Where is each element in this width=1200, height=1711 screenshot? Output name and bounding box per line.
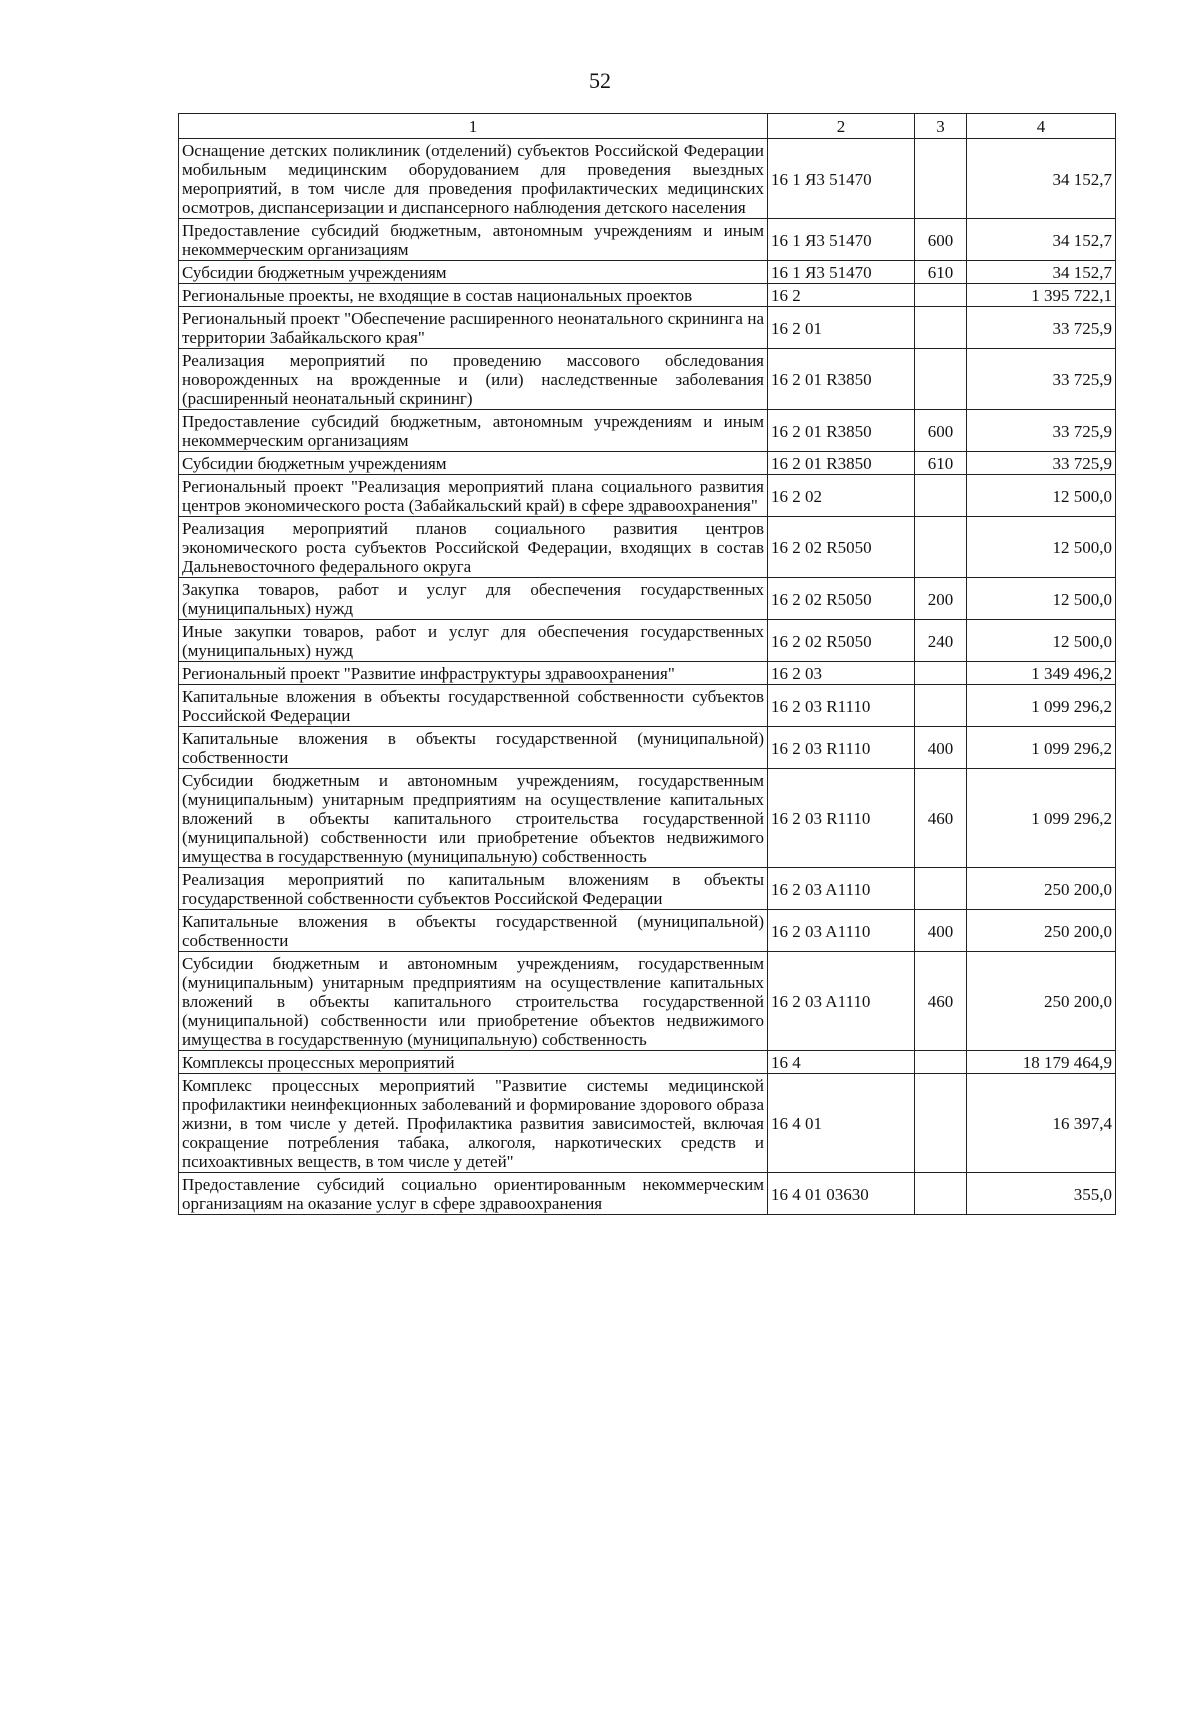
row-type-cell	[915, 349, 967, 410]
row-amount-cell: 34 152,7	[967, 261, 1116, 284]
row-name-cell: Реализация мероприятий по проведению массового обследования новорожденных на врожденные и (или) наследственные заболевания (расширенный неонатальный скрининг)	[179, 349, 768, 410]
row-amount-cell: 34 152,7	[967, 139, 1116, 219]
row-amount-cell: 12 500,0	[967, 475, 1116, 517]
row-code-cell: 16 1 Я3 51470	[768, 219, 915, 261]
header-col-4: 4	[967, 114, 1116, 139]
row-code-cell: 16 2 02 R5050	[768, 620, 915, 662]
row-amount-cell: 12 500,0	[967, 578, 1116, 620]
table-row	[179, 1173, 1116, 1215]
row-amount-cell: 33 725,9	[967, 349, 1116, 410]
table-row	[179, 410, 1116, 452]
row-code-cell: 16 2 03 R1110	[768, 685, 915, 727]
header-col-2: 2	[768, 114, 915, 139]
table-row	[179, 685, 1116, 727]
row-type-cell: 460	[915, 769, 967, 868]
row-amount-cell: 16 397,4	[967, 1074, 1116, 1173]
table-row	[179, 219, 1116, 261]
row-code-cell: 16 2 03 R1110	[768, 769, 915, 868]
row-amount-cell: 1 395 722,1	[967, 284, 1116, 307]
table-row	[179, 662, 1116, 685]
row-code-cell: 16 2 01 R3850	[768, 410, 915, 452]
row-name-cell: Закупка товаров, работ и услуг для обеспечения государственных (муниципальных) нужд	[179, 578, 768, 620]
row-type-cell: 610	[915, 452, 967, 475]
row-code-cell: 16 4 01 03630	[768, 1173, 915, 1215]
table-row	[179, 261, 1116, 284]
row-amount-cell: 250 200,0	[967, 868, 1116, 910]
row-type-cell	[915, 662, 967, 685]
row-name-cell: Предоставление субсидий бюджетным, автономным учреждениям и иным некоммерческим организациям	[179, 219, 768, 261]
row-type-cell: 400	[915, 910, 967, 952]
row-name-cell: Региональный проект "Развитие инфраструктуры здравоохранения"	[179, 662, 768, 685]
row-code-cell: 16 2 02 R5050	[768, 517, 915, 578]
row-amount-cell: 1 099 296,2	[967, 727, 1116, 769]
row-code-cell: 16 4	[768, 1051, 915, 1074]
row-code-cell: 16 2 03 A1110	[768, 868, 915, 910]
row-amount-cell: 12 500,0	[967, 620, 1116, 662]
table-row	[179, 139, 1116, 219]
row-type-cell: 600	[915, 219, 967, 261]
row-type-cell	[915, 868, 967, 910]
row-amount-cell: 34 152,7	[967, 219, 1116, 261]
row-name-cell: Реализация мероприятий планов социального развития центров экономического роста субъектов Российской Федерации, входящих в состав Дальневосточного федерального округа	[179, 517, 768, 578]
row-name-cell: Региональный проект "Обеспечение расширенного неонатального скрининга на территории Забайкальского края"	[179, 307, 768, 349]
table-row	[179, 1051, 1116, 1074]
row-amount-cell: 355,0	[967, 1173, 1116, 1215]
row-name-cell: Иные закупки товаров, работ и услуг для обеспечения государственных (муниципальных) нужд	[179, 620, 768, 662]
row-code-cell: 16 2 02 R5050	[768, 578, 915, 620]
row-code-cell: 16 1 Я3 51470	[768, 261, 915, 284]
row-type-cell	[915, 1074, 967, 1173]
row-code-cell: 16 1 Я3 51470	[768, 139, 915, 219]
row-type-cell	[915, 1173, 967, 1215]
row-name-cell: Реализация мероприятий по капитальным вложениям в объекты государственной собственности субъектов Российской Федерации	[179, 868, 768, 910]
row-type-cell: 240	[915, 620, 967, 662]
row-code-cell: 16 2 01 R3850	[768, 349, 915, 410]
table-row	[179, 727, 1116, 769]
row-code-cell: 16 2 03 A1110	[768, 910, 915, 952]
row-amount-cell: 33 725,9	[967, 452, 1116, 475]
row-code-cell: 16 2 02	[768, 475, 915, 517]
table-row	[179, 517, 1116, 578]
row-type-cell	[915, 307, 967, 349]
table-row	[179, 868, 1116, 910]
row-type-cell	[915, 685, 967, 727]
table-header-row	[179, 114, 1116, 139]
table-row	[179, 307, 1116, 349]
row-amount-cell: 18 179 464,9	[967, 1051, 1116, 1074]
table-row	[179, 284, 1116, 307]
table-row	[179, 578, 1116, 620]
table-row	[179, 1074, 1116, 1173]
row-name-cell: Региональный проект "Реализация мероприятий плана социального развития центров экономического роста (Забайкальский край) в сфере здравоохранения"	[179, 475, 768, 517]
row-type-cell	[915, 139, 967, 219]
table-row	[179, 452, 1116, 475]
table-row	[179, 910, 1116, 952]
row-name-cell: Предоставление субсидий социально ориентированным некоммерческим организациям на оказание услуг в сфере здравоохранения	[179, 1173, 768, 1215]
header-col-1: 1	[179, 114, 768, 139]
page-number: 52	[589, 68, 611, 93]
row-amount-cell: 250 200,0	[967, 952, 1116, 1051]
row-amount-cell: 1 099 296,2	[967, 685, 1116, 727]
table-row	[179, 349, 1116, 410]
row-type-cell: 610	[915, 261, 967, 284]
row-type-cell: 460	[915, 952, 967, 1051]
row-type-cell: 600	[915, 410, 967, 452]
row-name-cell: Комплексы процессных мероприятий	[179, 1051, 768, 1074]
row-type-cell	[915, 284, 967, 307]
row-code-cell: 16 2 01	[768, 307, 915, 349]
row-type-cell: 400	[915, 727, 967, 769]
row-type-cell	[915, 517, 967, 578]
row-code-cell: 16 4 01	[768, 1074, 915, 1173]
row-name-cell: Комплекс процессных мероприятий "Развитие системы медицинской профилактики неинфекционных заболеваний и формирование здорового образа жизни, в том числе у детей. Профилактика развития зависимостей, включая сокращение потребления табака, алкоголя, наркотических средств и психоактивных веществ, в том числе у детей"	[179, 1074, 768, 1173]
row-amount-cell: 33 725,9	[967, 307, 1116, 349]
table-row	[179, 769, 1116, 868]
row-name-cell: Капитальные вложения в объекты государственной собственности субъектов Российской Федерации	[179, 685, 768, 727]
row-name-cell: Субсидии бюджетным учреждениям	[179, 452, 768, 475]
table-row	[179, 952, 1116, 1051]
budget-table	[178, 113, 1116, 1215]
row-code-cell: 16 2 03	[768, 662, 915, 685]
table-body	[179, 139, 1116, 1215]
row-amount-cell: 1 099 296,2	[967, 769, 1116, 868]
row-code-cell: 16 2	[768, 284, 915, 307]
row-name-cell: Капитальные вложения в объекты государственной (муниципальной) собственности	[179, 727, 768, 769]
row-code-cell: 16 2 01 R3850	[768, 452, 915, 475]
row-amount-cell: 250 200,0	[967, 910, 1116, 952]
row-name-cell: Оснащение детских поликлиник (отделений) субъектов Российской Федерации мобильным медицинским оборудованием для проведения выездных мероприятий, в том числе для проведения профилактических медицинских осмотров, диспансеризации и диспансерного наблюдения детского населения	[179, 139, 768, 219]
row-amount-cell: 1 349 496,2	[967, 662, 1116, 685]
row-name-cell: Субсидии бюджетным и автономным учреждениям, государственным (муниципальным) унитарным предприятиям на осуществление капитальных вложений в объекты капитального строительства государственной (муниципальной) собственности или приобретение объектов недвижимого имущества в государственную (муниципальную) собственность	[179, 952, 768, 1051]
row-name-cell: Региональные проекты, не входящие в состав национальных проектов	[179, 284, 768, 307]
row-amount-cell: 33 725,9	[967, 410, 1116, 452]
row-amount-cell: 12 500,0	[967, 517, 1116, 578]
table-row	[179, 620, 1116, 662]
row-code-cell: 16 2 03 A1110	[768, 952, 915, 1051]
row-type-cell	[915, 1051, 967, 1074]
row-type-cell: 200	[915, 578, 967, 620]
row-name-cell: Капитальные вложения в объекты государственной (муниципальной) собственности	[179, 910, 768, 952]
row-name-cell: Субсидии бюджетным учреждениям	[179, 261, 768, 284]
table-row	[179, 475, 1116, 517]
row-type-cell	[915, 475, 967, 517]
row-name-cell: Субсидии бюджетным и автономным учреждениям, государственным (муниципальным) унитарным предприятиям на осуществление капитальных вложений в объекты капитального строительства государственной (муниципальной) собственности или приобретение объектов недвижимого имущества в государственную (муниципальную) собственность	[179, 769, 768, 868]
row-name-cell: Предоставление субсидий бюджетным, автономным учреждениям и иным некоммерческим организациям	[179, 410, 768, 452]
header-col-3: 3	[915, 114, 967, 139]
row-code-cell: 16 2 03 R1110	[768, 727, 915, 769]
